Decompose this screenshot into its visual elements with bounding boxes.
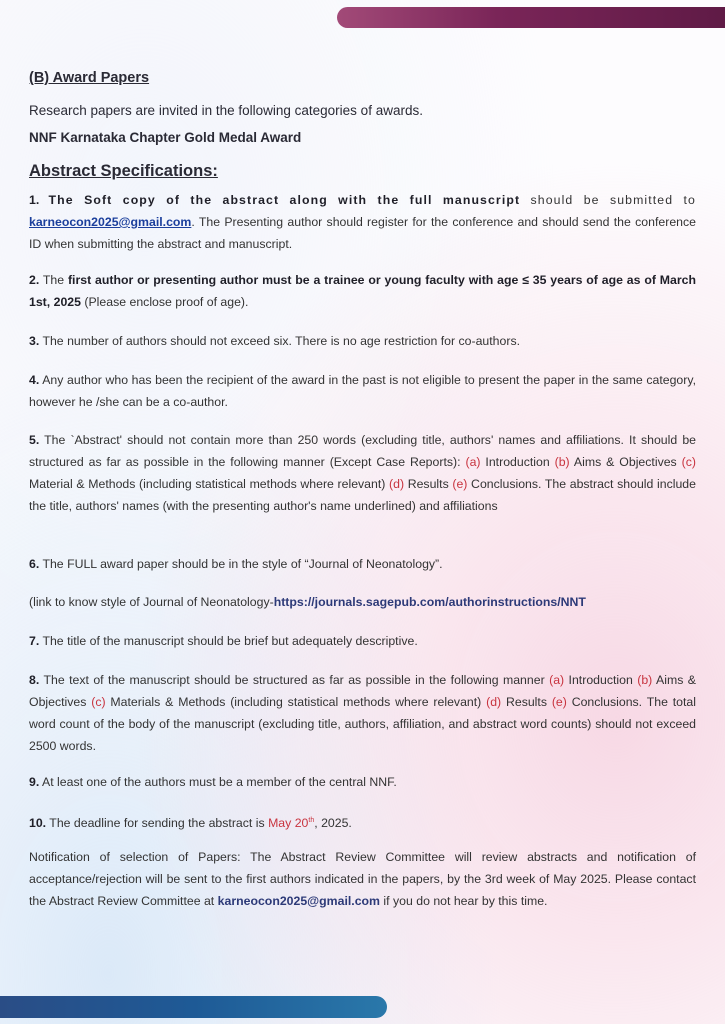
award-name: NNF Karnataka Chapter Gold Medal Award xyxy=(29,130,302,145)
para-text: At least one of the authors must be a member of the central NNF. xyxy=(39,775,397,789)
para-text: (link to know style of Journal of Neonatology- xyxy=(29,595,274,609)
para-text: The text of the manuscript should be structured as far as possible in the following manner xyxy=(39,673,550,687)
item-letter: (d) xyxy=(389,477,405,491)
paragraph-8 xyxy=(29,669,696,757)
journal-link-line xyxy=(29,591,696,613)
para-number: 5. xyxy=(29,433,40,447)
para-number: 3. xyxy=(29,334,40,348)
para-number: 8. xyxy=(29,673,40,687)
journal-style-link[interactable]: https://journals.sagepub.com/authorinstructions/NNT xyxy=(273,595,586,609)
notification-paragraph xyxy=(29,846,696,912)
paragraph-2 xyxy=(29,269,696,313)
date-suffix: th xyxy=(308,817,315,824)
para-text: Material & Methods (including statistical methods where relevant) xyxy=(29,477,390,491)
para-number: 4. xyxy=(29,373,40,387)
item-letter: (d) xyxy=(486,695,502,709)
para-text: (Please enclose proof of age). xyxy=(80,295,249,309)
para-number: 7. xyxy=(29,634,40,648)
paragraph-4 xyxy=(29,369,696,413)
para-text: , 2025. xyxy=(314,816,352,831)
item-letter: (c) xyxy=(681,455,696,469)
paragraph-7 xyxy=(29,630,696,652)
para-text: Notification of selection of Papers: The Abstract Review Committee will review abstracts and notification of acceptance/rejection will be sent to the first authors indicated in the papers, by the 3rd week of May 2025. Please contact the Abstract Review Committee at xyxy=(29,850,696,908)
para-number: 9. xyxy=(29,775,40,789)
item-letter: (e) xyxy=(452,477,468,491)
para-text: should be submitted to xyxy=(520,193,696,207)
para-text: Results xyxy=(501,695,552,709)
para-text: The xyxy=(39,273,68,287)
item-letter: (b) xyxy=(554,455,570,469)
para-text: Introduction xyxy=(480,455,555,469)
para-text: Aims & Objectives xyxy=(569,455,682,469)
email-link[interactable]: karneocon2025@gmail.com xyxy=(29,215,192,229)
para-text: Aims & Objectives xyxy=(29,673,696,709)
item-letter: (e) xyxy=(551,695,567,709)
para-bold: The Soft copy of the abstract along with the full manuscript xyxy=(48,193,521,207)
para-text: The title of the manuscript should be brief but adequately descriptive. xyxy=(39,634,418,648)
para-text: Conclusions. The abstract should include the title, authors' names (with the presenting author's name underlined) and affiliations xyxy=(29,477,696,513)
deadline-date: May 20 xyxy=(268,816,309,831)
para-text: Any author who has been the recipient of the award in the past is not eligible to present the paper in the same category, however he /she can be a co-author. xyxy=(29,373,696,409)
section-title: (B) Award Papers xyxy=(29,70,150,86)
paragraph-1 xyxy=(29,189,696,255)
paragraph-6 xyxy=(29,553,696,575)
para-text: Introduction xyxy=(564,673,638,687)
item-letter: (c) xyxy=(91,695,106,709)
para-bold: first author or presenting author must be a trainee or young faculty with age ≤ 35 years of age as of March 1st, 2025 xyxy=(29,273,696,309)
para-text: if you do not hear by this time. xyxy=(380,894,548,908)
intro-text: Research papers are invited in the following categories of awards. xyxy=(29,103,423,118)
paragraph-9 xyxy=(29,771,696,793)
para-text: The FULL award paper should be in the style of “Journal of Neonatology”. xyxy=(39,557,443,571)
para-number: 1. xyxy=(29,193,40,207)
item-letter: (a) xyxy=(549,673,565,687)
item-letter: (a) xyxy=(465,455,481,469)
top-decorative-bar xyxy=(337,7,725,28)
para-text: The `Abstract' should not contain more than 250 words (excluding title, authors' names and affiliations. It should be structured as far as possible in the following manner (Except Case Reports): xyxy=(29,433,696,469)
para-number: 2. xyxy=(29,273,40,287)
para-number: 6. xyxy=(29,557,40,571)
item-letter: (b) xyxy=(637,673,653,687)
spec-title: Abstract Specifications: xyxy=(29,162,218,180)
para-text: Conclusions. The total word count of the body of the manuscript (excluding title, authors, affiliation, and abstract word counts) should not exceed 2500 words. xyxy=(29,695,696,753)
contact-email-link[interactable]: karneocon2025@gmail.com xyxy=(217,894,380,908)
para-text: The deadline for sending the abstract is xyxy=(46,816,269,831)
para-text: The number of authors should not exceed six. There is no age restriction for co-authors. xyxy=(39,334,521,348)
para-text: . The Presenting author should register for the conference and should send the conference ID when submitting the abstract and manuscript. xyxy=(29,215,696,251)
para-number: 10. xyxy=(29,816,47,831)
paragraph-10 xyxy=(29,810,696,834)
bottom-decorative-bar xyxy=(0,996,387,1018)
paragraph-3 xyxy=(29,330,696,352)
para-text: Results xyxy=(404,477,453,491)
paragraph-5 xyxy=(29,429,696,517)
para-text: Materials & Methods (including statistical methods where relevant) xyxy=(105,695,487,709)
